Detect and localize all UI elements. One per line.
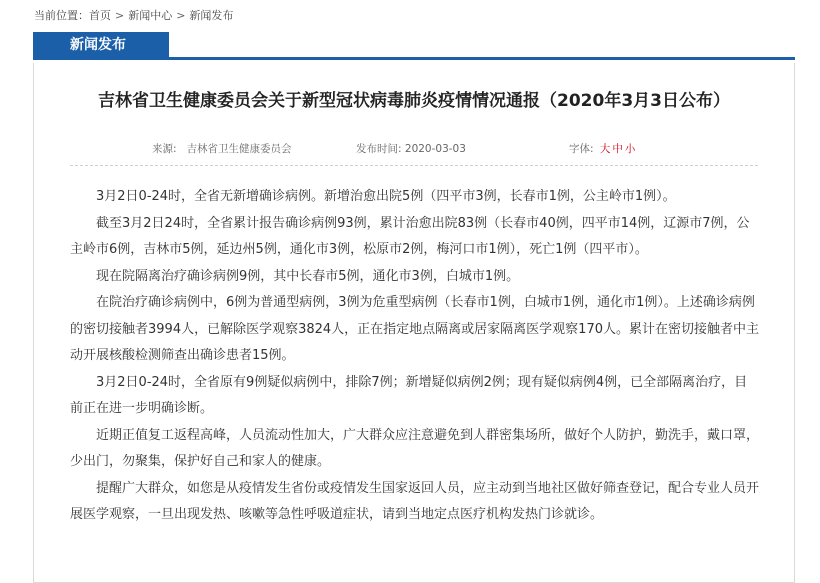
article-paragraph: 截至3月2日24时，全省累计报告确诊病例93例，累计治愈出院83例（长春市40例，四平市14例，辽源市7例，公主岭市6例，吉林市5例，延边州5例，通化市3例，松原市2例，梅河口市1例），死亡1例（四平市）。 bbox=[70, 215, 750, 257]
source-label: 来源: bbox=[152, 143, 177, 155]
tab-news-release[interactable]: 新闻发布 bbox=[33, 32, 169, 60]
breadcrumb-separator: > bbox=[176, 9, 186, 22]
font-size-small-button[interactable]: 小 bbox=[624, 143, 636, 155]
breadcrumb-news-center-link[interactable]: 新闻中心 bbox=[128, 9, 173, 22]
date-value: 2020-03-03 bbox=[404, 143, 466, 155]
article-paragraph: 3月2日0-24时，全省无新增确诊病例。新增治愈出院5例（四平市3例，长春市1例，公主岭市1例）。 bbox=[96, 189, 676, 204]
font-size-switcher bbox=[569, 141, 635, 156]
article-paragraph: 3月2日0-24时，全省原有9例疑似病例中，排除7例；新增疑似病例2例；现有疑似病例4例，已全部隔离治疗，目前正在进一步明确诊断。 bbox=[70, 374, 748, 416]
date-label: 发布时间: bbox=[356, 143, 402, 155]
breadcrumb bbox=[34, 9, 233, 23]
article-source bbox=[152, 141, 292, 156]
breadcrumb-news-release-link[interactable]: 新闻发布 bbox=[189, 9, 234, 22]
article-paragraph: 现在院隔离治疗确诊病例9例，其中长春市5例，通化市3例，白城市1例。 bbox=[96, 268, 520, 284]
section-tab-bar bbox=[33, 32, 795, 60]
article-body bbox=[70, 184, 760, 529]
article-paragraph: 提醒广大群众，如您是从疫情发生省份或疫情发生国家返回人员，应主动到当地社区做好筛查登记，配合专业人员开展医学观察，一旦出现发热、咳嗽等急性呼吸道症状，请到当地定点医疗机构发热门诊就诊。 bbox=[70, 480, 760, 522]
source-value: 吉林省卫生健康委员会 bbox=[186, 143, 292, 155]
font-size-medium-button[interactable]: 中 bbox=[612, 143, 623, 155]
article-date bbox=[356, 141, 466, 156]
font-size-label: 字体: bbox=[569, 143, 594, 155]
breadcrumb-home-link[interactable]: 首页 bbox=[89, 9, 111, 22]
article-paragraph: 近期正值复工返程高峰，人员流动性加大，广大群众应注意避免到人群密集场所，做好个人防护，勤洗手，戴口罩，少出门，勿聚集，保护好自己和家人的健康。 bbox=[70, 427, 760, 469]
meta-divider bbox=[70, 165, 758, 166]
article-paragraph: 在院治疗确诊病例中，6例为普通型病例，3例为危重型病例（长春市1例，白城市1例，通化市1例）。上述确诊病例的密切接触者3994人，已解除医学观察3824人，正在指定地点隔离或居家隔离医学观察170人。累计在密切接触者中主动开展核酸检测筛查出确诊患者15例。 bbox=[70, 295, 759, 363]
breadcrumb-separator: > bbox=[115, 9, 125, 22]
article-title: 吉林省卫生健康委员会关于新型冠状病毒肺炎疫情情况通报（2020年3月3日公布） bbox=[98, 91, 730, 111]
font-size-large-button[interactable]: 大 bbox=[599, 143, 611, 155]
breadcrumb-prefix: 当前位置： bbox=[34, 9, 89, 22]
